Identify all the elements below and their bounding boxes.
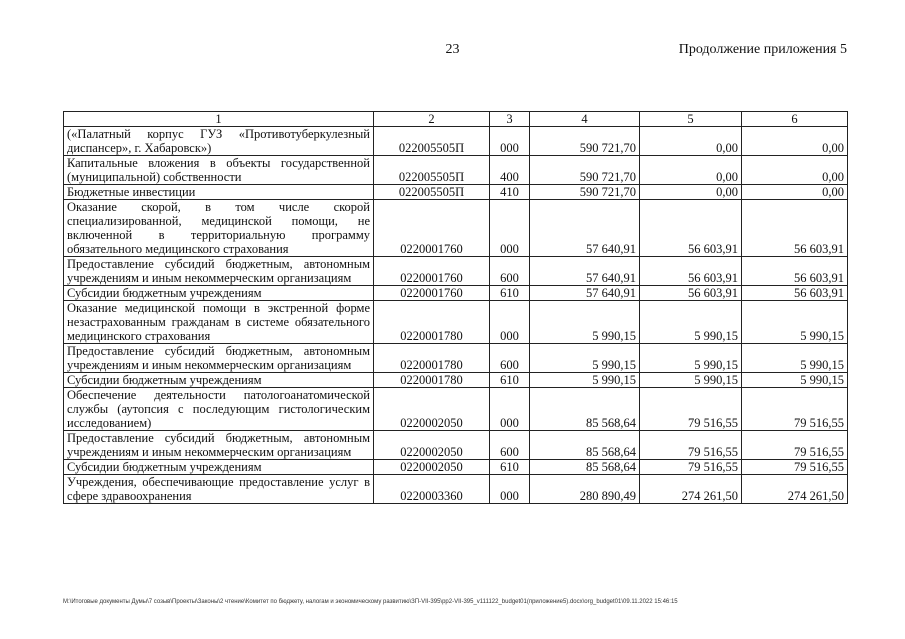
- row-value-3: 79 516,55: [742, 388, 848, 431]
- row-value-3: 5 990,15: [742, 301, 848, 344]
- row-expense-type: 000: [490, 200, 530, 257]
- row-name: Оказание медицинской помощи в экстренной форме незастрахованным гражданам в системе обязательного медицинского страхования: [64, 301, 374, 344]
- row-code: 022005505П: [374, 127, 490, 156]
- row-code: 022005505П: [374, 156, 490, 185]
- page-number: 23: [445, 42, 460, 57]
- row-expense-type: 610: [490, 373, 530, 388]
- row-expense-type: 600: [490, 431, 530, 460]
- row-value-2: 5 990,15: [640, 373, 742, 388]
- row-value-2: 79 516,55: [640, 460, 742, 475]
- table-row: [64, 344, 848, 373]
- table-row: [64, 200, 848, 257]
- row-name: Обеспечение деятельности патологоанатомической службы (аутопсия с последующим гистологическим исследованием): [64, 388, 374, 431]
- row-code: 0220002050: [374, 388, 490, 431]
- row-code: 0220001760: [374, 200, 490, 257]
- row-value-2: 79 516,55: [640, 388, 742, 431]
- row-value-1: 590 721,70: [530, 127, 640, 156]
- table-row: [64, 388, 848, 431]
- row-value-1: 280 890,49: [530, 475, 640, 504]
- row-value-1: 57 640,91: [530, 286, 640, 301]
- file-path-footer: M:\Итоговые документы Думы\7 созыв\Проекты\Законы\2 чтение\Комитет по бюджету, налогам и экономическому развитию\ЗП-VII-395\рр2-VII-395_v111122_budget01(приложение5).docx\org_budget01\09.11.2022 15:46:15: [63, 599, 678, 605]
- row-value-3: 79 516,55: [742, 460, 848, 475]
- column-header: 3: [490, 112, 530, 127]
- row-code: 0220002050: [374, 431, 490, 460]
- row-value-3: 79 516,55: [742, 431, 848, 460]
- row-value-1: 5 990,15: [530, 373, 640, 388]
- row-expense-type: 610: [490, 286, 530, 301]
- continuation-label: Продолжение приложения 5: [678, 42, 847, 57]
- row-value-1: 5 990,15: [530, 301, 640, 344]
- row-value-1: 590 721,70: [530, 156, 640, 185]
- row-name: Оказание скорой, в том числе скорой специализированной, медицинской помощи, не включенной в территориальную программу обязательного медицинского страхования: [64, 200, 374, 257]
- row-value-3: 0,00: [742, 185, 848, 200]
- table-row: [64, 301, 848, 344]
- row-expense-type: 600: [490, 344, 530, 373]
- row-value-3: 56 603,91: [742, 257, 848, 286]
- row-value-3: 0,00: [742, 127, 848, 156]
- row-value-2: 274 261,50: [640, 475, 742, 504]
- row-code: 0220002050: [374, 460, 490, 475]
- row-code: 0220001780: [374, 301, 490, 344]
- table-row: [64, 460, 848, 475]
- row-code: 0220001760: [374, 257, 490, 286]
- row-value-3: 56 603,91: [742, 286, 848, 301]
- row-name: Субсидии бюджетным учреждениям: [64, 286, 374, 301]
- row-name: Бюджетные инвестиции: [64, 185, 374, 200]
- row-expense-type: 000: [490, 127, 530, 156]
- row-name: Субсидии бюджетным учреждениям: [64, 373, 374, 388]
- table-row: [64, 373, 848, 388]
- row-value-2: 0,00: [640, 127, 742, 156]
- table-body: [64, 127, 848, 504]
- column-header: 2: [374, 112, 490, 127]
- row-name: («Палатный корпус ГУЗ «Противотуберкулезный диспансер», г. Хабаровск»): [64, 127, 374, 156]
- row-expense-type: 000: [490, 301, 530, 344]
- row-name: Субсидии бюджетным учреждениям: [64, 460, 374, 475]
- row-value-3: 56 603,91: [742, 200, 848, 257]
- table-row: [64, 431, 848, 460]
- row-value-1: 57 640,91: [530, 200, 640, 257]
- row-value-2: 0,00: [640, 185, 742, 200]
- column-header: 1: [64, 112, 374, 127]
- row-code: 022005505П: [374, 185, 490, 200]
- column-header: 4: [530, 112, 640, 127]
- row-value-1: 85 568,64: [530, 431, 640, 460]
- row-name: Учреждения, обеспечивающие предоставление услуг в сфере здравоохранения: [64, 475, 374, 504]
- row-value-2: 56 603,91: [640, 257, 742, 286]
- row-value-2: 5 990,15: [640, 301, 742, 344]
- table-row: [64, 127, 848, 156]
- row-value-1: 57 640,91: [530, 257, 640, 286]
- row-value-1: 85 568,64: [530, 388, 640, 431]
- row-value-2: 56 603,91: [640, 286, 742, 301]
- table-row: [64, 257, 848, 286]
- row-expense-type: 410: [490, 185, 530, 200]
- row-code: 0220001780: [374, 344, 490, 373]
- row-name: Капитальные вложения в объекты государственной (муниципальной) собственности: [64, 156, 374, 185]
- column-header: 5: [640, 112, 742, 127]
- row-value-1: 590 721,70: [530, 185, 640, 200]
- column-header: 6: [742, 112, 848, 127]
- table-row: [64, 286, 848, 301]
- row-expense-type: 000: [490, 475, 530, 504]
- row-value-2: 56 603,91: [640, 200, 742, 257]
- row-value-3: 5 990,15: [742, 373, 848, 388]
- row-value-2: 79 516,55: [640, 431, 742, 460]
- row-expense-type: 000: [490, 388, 530, 431]
- row-name: Предоставление субсидий бюджетным, автономным учреждениям и иным некоммерческим организациям: [64, 344, 374, 373]
- row-code: 0220003360: [374, 475, 490, 504]
- row-code: 0220001780: [374, 373, 490, 388]
- table-row: [64, 185, 848, 200]
- row-value-3: 0,00: [742, 156, 848, 185]
- row-value-2: 5 990,15: [640, 344, 742, 373]
- row-value-1: 85 568,64: [530, 460, 640, 475]
- table-row: [64, 156, 848, 185]
- row-value-3: 274 261,50: [742, 475, 848, 504]
- row-value-2: 0,00: [640, 156, 742, 185]
- row-expense-type: 610: [490, 460, 530, 475]
- row-expense-type: 600: [490, 257, 530, 286]
- table-row: [64, 475, 848, 504]
- row-name: Предоставление субсидий бюджетным, автономным учреждениям и иным некоммерческим организациям: [64, 431, 374, 460]
- table-header-row: [64, 112, 848, 127]
- budget-table: [63, 111, 848, 504]
- row-name: Предоставление субсидий бюджетным, автономным учреждениям и иным некоммерческим организациям: [64, 257, 374, 286]
- row-value-3: 5 990,15: [742, 344, 848, 373]
- row-expense-type: 400: [490, 156, 530, 185]
- row-value-1: 5 990,15: [530, 344, 640, 373]
- row-code: 0220001760: [374, 286, 490, 301]
